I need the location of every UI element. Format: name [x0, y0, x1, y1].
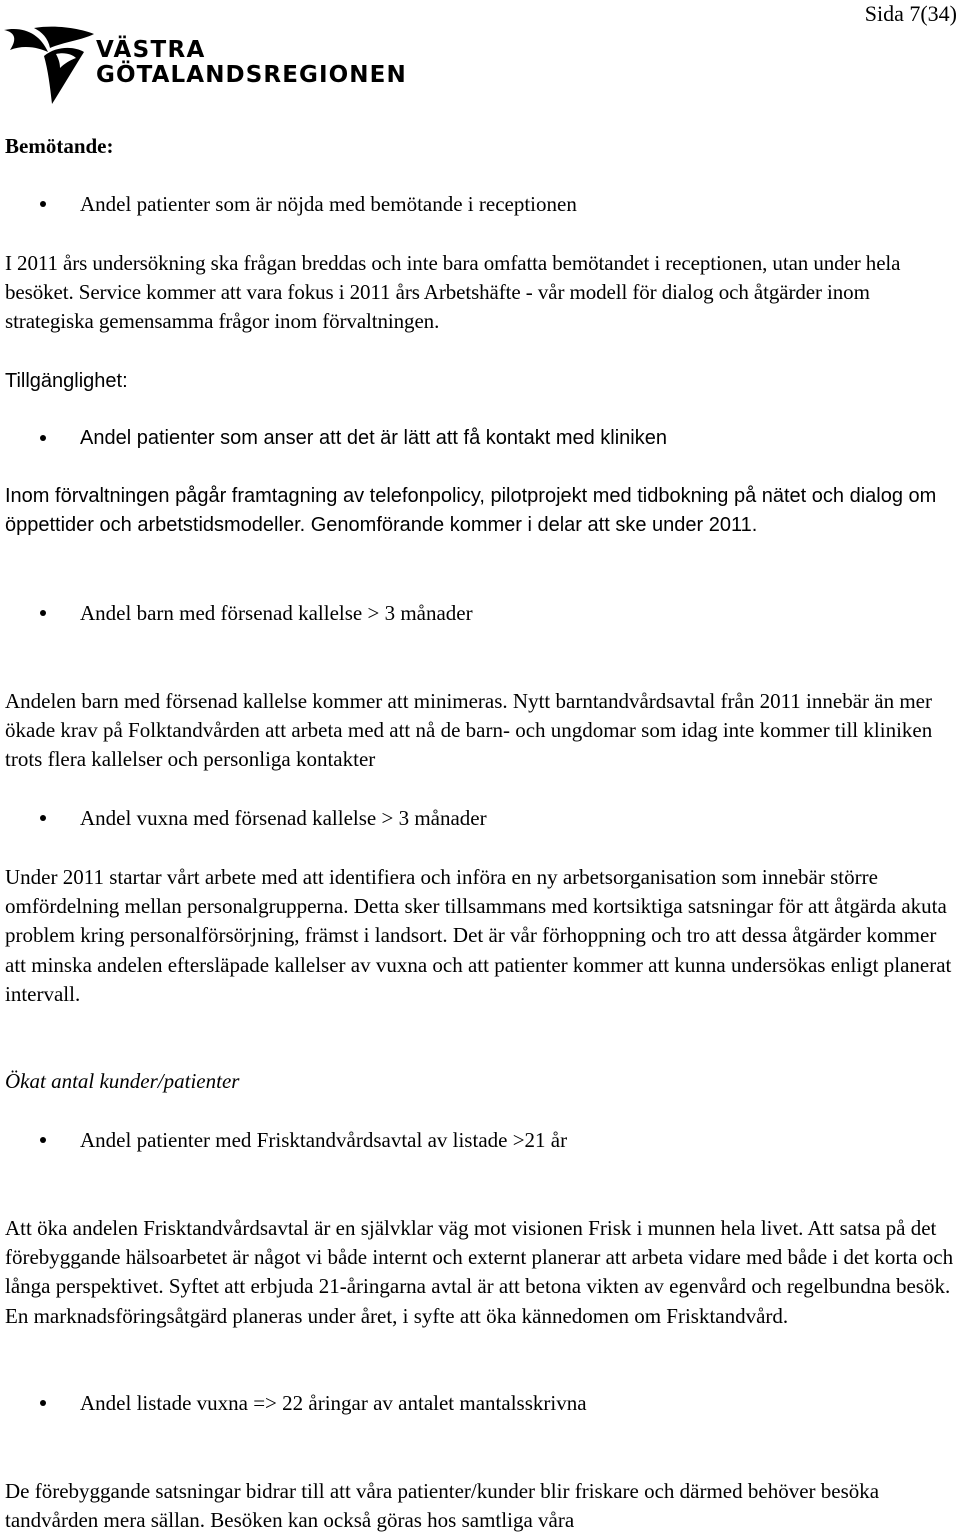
list-item-text: Andel vuxna med försenad kallelse > 3 månader	[80, 806, 487, 830]
logo-emblem-icon	[4, 24, 96, 106]
heading-okat-antal: Ökat antal kunder/patienter	[5, 1069, 240, 1093]
paragraph: Under 2011 startar vårt arbete med att identifiera och införa en ny arbetsorganisation som innebär större omfördelning mellan personalgrupperna. Detta sker tillsammans med kortsiktiga satsningar för att åtgärda akuta problem kring personalförsörjning, främst i landsort. Det är vår förhoppning och tro att dessa åtgärder kommer att minska andelen eftersläpade kallelser av vuxna och att patienter kommer att kunna undersökas enligt planerat intervall.	[5, 865, 952, 1006]
bullet-icon	[40, 610, 46, 616]
bullet-icon	[40, 201, 46, 207]
bullet-icon	[40, 1400, 46, 1406]
page-number: Sida 7(34)	[864, 1, 957, 26]
logo-line1: VÄSTRA	[96, 37, 206, 63]
list-item-text: Andel patienter som anser att det är lätt att få kontakt med kliniken	[80, 427, 667, 449]
logo-line2: GÖTALANDSREGIONEN	[96, 62, 407, 88]
paragraph: De förebyggande satsningar bidrar till att våra patienter/kunder blir friskare och därmed behöver besöka tandvården mera sällan. Besöken kan också göras hos samtliga våra	[5, 1479, 880, 1533]
paragraph: Inom förvaltningen pågår framtagning av telefonpolicy, pilotprojekt med tidbokning på nätet och dialog om öppettider och arbetstidsmodeller. Genomförande kommer i delar att ske under 2011.	[5, 485, 937, 537]
bullet-icon	[40, 435, 46, 441]
bullet-icon	[40, 815, 46, 821]
list-item-text: Andel patienter som är nöjda med bemötande i receptionen	[80, 192, 577, 216]
heading-bemotande: Bemötande:	[5, 134, 114, 158]
list-item-text: Andel listade vuxna => 22 åringar av antalet mantalsskrivna	[80, 1391, 587, 1415]
list-item-text: Andel patienter med Frisktandvårdsavtal av listade >21 år	[80, 1128, 568, 1152]
paragraph: Att öka andelen Frisktandvårdsavtal är en självklar väg mot visionen Frisk i munnen hela livet. Att satsa på det förebyggande hälsoarbetet är något vi både internt och externt planerar att arbeta vidare med både i det korta och långa perspektivet. Syftet att erbjuda 21-åringarna avtal är att betona vikten av egenvård och regelbundna besök. En marknadsföringsåtgärd planeras under året, i syfte att öka kännedomen om Frisktandvård.	[5, 1216, 954, 1328]
paragraph: I 2011 års undersökning ska frågan breddas och inte bara omfatta bemötandet i receptionen, utan under hela besöket. Service kommer att vara fokus i 2011 års Arbetshäfte - vår modell för dialog och åtgärder inom strategiska gemensamma frågor inom förvaltningen.	[5, 251, 901, 334]
paragraph: Andelen barn med försenad kallelse kommer att minimeras. Nytt barntandvårdsavtal från 2011 innebär än mer ökade krav på Folktandvården att arbeta med att nå de barn- och ungdomar som idag inte kommer till kliniken trots flera kallelser och personliga kontakter	[5, 689, 933, 772]
organization-logo	[4, 24, 407, 106]
heading-tillganglighet: Tillgänglighet:	[5, 370, 128, 392]
bullet-icon	[40, 1137, 46, 1143]
list-item-text: Andel barn med försenad kallelse > 3 månader	[80, 601, 473, 625]
